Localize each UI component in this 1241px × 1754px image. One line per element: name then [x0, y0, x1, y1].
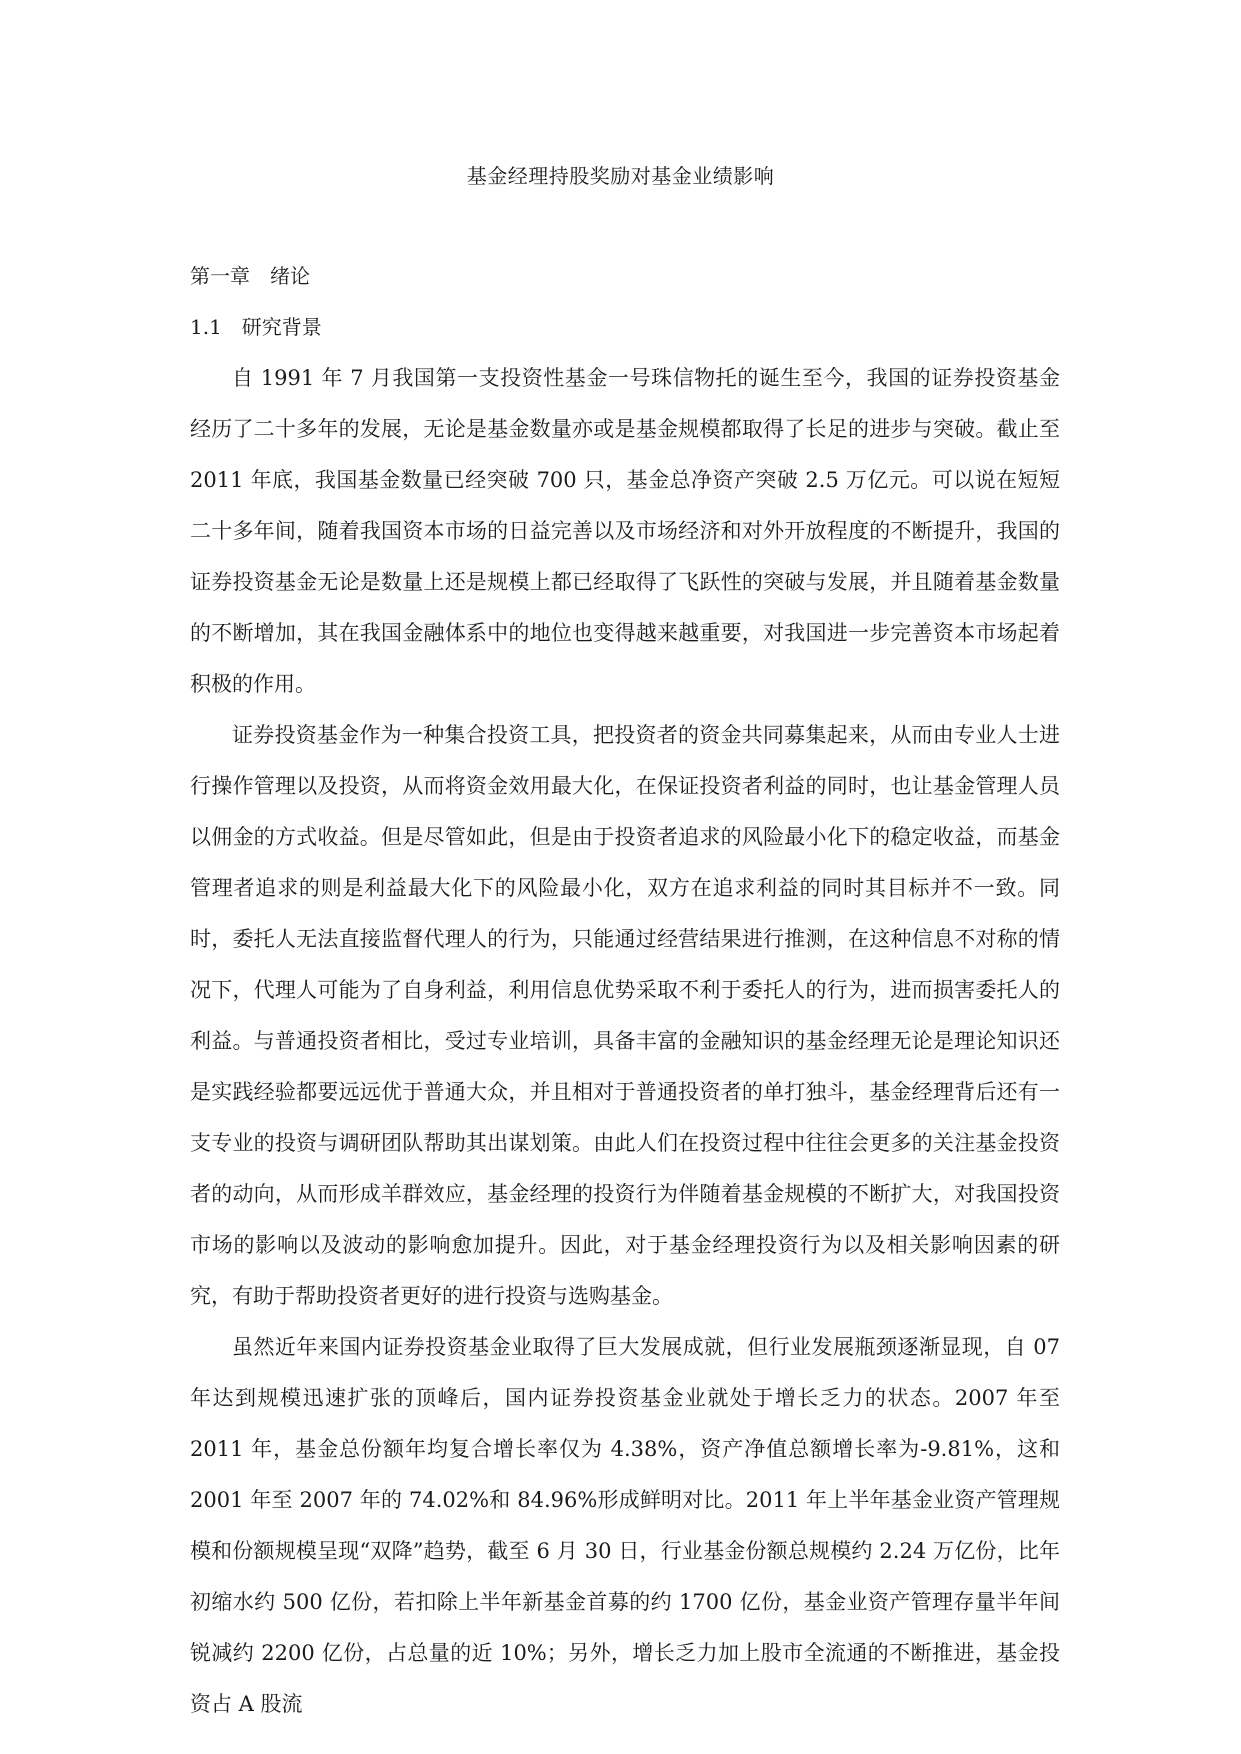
- paragraph: 自 1991 年 7 月我国第一支投资性基金一号珠信物托的诞生至今，我国的证券投资基金经历了二十多年的发展，无论是基金数量亦或是基金规模都取得了长足的进步与突破。截止至 2011 年底，我国基金数量已经突破 700 只，基金总净资产突破 2.5 万亿元。可以说在短短二十多年间，随着我国资本市场的日益完善以及市场经济和对外开放程度的不断提升，我国的证券投资基金无论是数量上还是规模上都已经取得了飞跃性的突破与发展，并且随着基金数量的不断增加，其在我国金融体系中的地位也变得越来越重要，对我国进一步完善资本市场起着积极的作用。: [190, 366, 1060, 696]
- chapter-heading: 第一章 绪论: [190, 264, 310, 288]
- section-heading: 1.1 研究背景: [190, 315, 322, 339]
- paragraph: 虽然近年来国内证券投资基金业取得了巨大发展成就，但行业发展瓶颈逐渐显现，自 07 年达到规模迅速扩张的顶峰后，国内证券投资基金业就处于增长乏力的状态。2007 年至 2011 年，基金总份额年均复合增长率仅为 4.38%，资产净值总额增长率为-9.81%，这和 2001 年至 2007 年的 74.02%和 84.96%形成鲜明对比。2011 年上半年基金业资产管理规模和份额规模呈现“双降”趋势，截至 6 月 30 日，行业基金份额总规模约 2.24 万亿份，比年初缩水约 500 亿份，若扣除上半年新基金首募的约 1700 亿份，基金业资产管理存量半年间锐减约 2200 亿份，占总量的近 10%；另外，增长乏力加上股市全流通的不断推进，基金投资占 A 股流: [190, 1335, 1060, 1716]
- body-text: [190, 353, 1060, 1730]
- document-title: 基金经理持股奖励对基金业绩影响: [466, 164, 775, 188]
- paragraph: 证券投资基金作为一种集合投资工具，把投资者的资金共同募集起来，从而由专业人士进行操作管理以及投资，从而将资金效用最大化，在保证投资者利益的同时，也让基金管理人员以佣金的方式收益。但是尽管如此，但是由于投资者追求的风险最小化下的稳定收益，而基金管理者追求的则是利益最大化下的风险最小化，双方在追求利益的同时其目标并不一致。同时，委托人无法直接监督代理人的行为，只能通过经营结果进行推测，在这种信息不对称的情况下，代理人可能为了自身利益，利用信息优势采取不利于委托人的行为，进而损害委托人的利益。与普通投资者相比，受过专业培训，具备丰富的金融知识的基金经理无论是理论知识还是实践经验都要远远优于普通大众，并且相对于普通投资者的单打独斗，基金经理背后还有一支专业的投资与调研团队帮助其出谋划策。由此人们在投资过程中往往会更多的关注基金投资者的动向，从而形成羊群效应，基金经理的投资行为伴随着基金规模的不断扩大，对我国投资市场的影响以及波动的影响愈加提升。因此，对于基金经理投资行为以及相关影响因素的研究，有助于帮助投资者更好的进行投资与选购基金。: [190, 723, 1060, 1308]
